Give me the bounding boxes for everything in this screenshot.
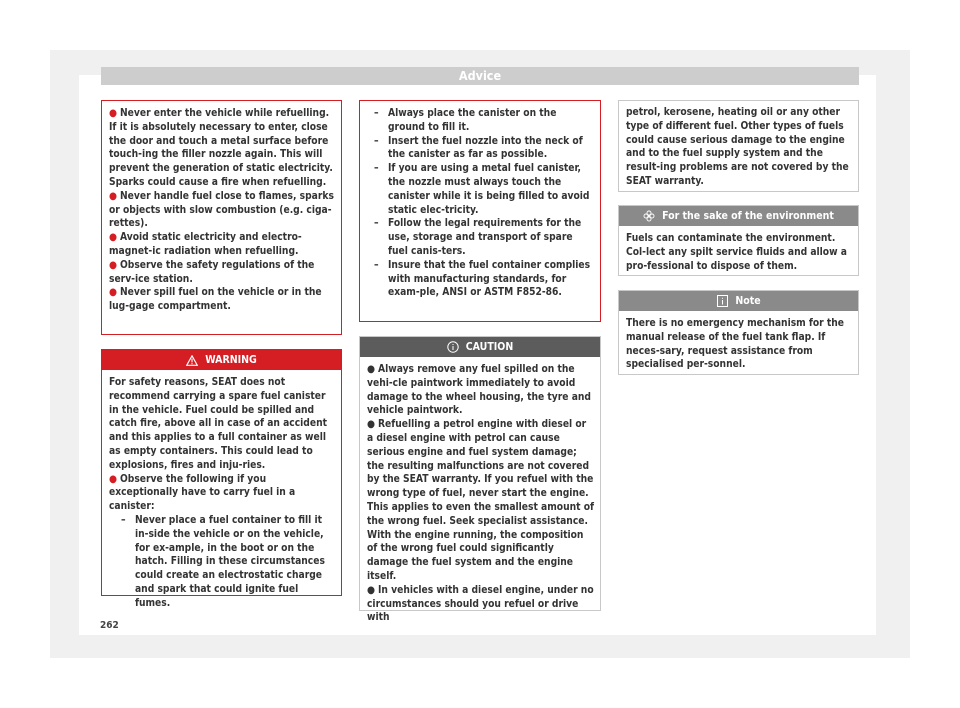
section-header: Advice [101, 67, 859, 85]
caution-continued-text: petrol, kerosene, heating oil or any other type of different fuel. Other types of fuels could cause serious damage to the engine and to the fuel supply system and the result-ing problems are not covered by the SEAT warranty. [626, 107, 849, 187]
canister-dash-list [367, 107, 594, 300]
caution-bullet-list [367, 363, 594, 625]
list-item: ● Never enter the vehicle while refuelling. If it is absolutely necessary to enter, close the door and touch a metal surface before touch-ing the filler nozzle again. This will prevent the generation of static electricity. Sparks could cause a fire when refuelling. [109, 108, 333, 188]
bullet-icon: ● [109, 190, 117, 202]
safety-bullet-list [109, 107, 335, 314]
warning-triangle-icon [186, 354, 198, 366]
note-header [619, 291, 858, 311]
bullet-icon: ● [109, 259, 117, 271]
flower-icon [643, 210, 655, 222]
bullet-icon: ● [109, 287, 117, 299]
note-box [618, 290, 859, 375]
list-item: ● Refuelling a petrol engine with diesel or a diesel engine with petrol can cause serious engine and fuel system damage; the resulting malfunctions are not covered by the SEAT warranty. If you refuel with the wrong type of fuel, never start the engine. This applies to even the smallest amount of the wrong fuel. Seek specialist assistance. With the engine running, the composition of the wrong fuel could significantly damage the fuel system and the engine itself. [367, 419, 594, 582]
warning-dash-list [109, 514, 335, 611]
page-number: 262 [100, 620, 119, 631]
bullet-icon: ● [109, 232, 117, 244]
bullet-icon: ● [109, 108, 117, 119]
note-title: Note [735, 295, 761, 307]
warning-header [102, 350, 341, 370]
info-circle-icon [447, 341, 459, 353]
warning-bullets [109, 473, 335, 514]
safety-list-box [101, 100, 342, 335]
list-item: ● Never spill fuel on the vehicle or in the lug-gage compartment. [109, 287, 322, 313]
list-item: – Insure that the fuel container complies with manufacturing standards, for exam-ple, ANSI or ASTM F852-86. [374, 259, 594, 300]
environment-header [619, 206, 858, 226]
bullet-icon: ● [367, 584, 375, 596]
list-item: ● Observe the safety regulations of the serv-ice station. [109, 259, 315, 285]
caution-title: CAUTION [465, 341, 514, 353]
list-item: ● In vehicles with a diesel engine, under no circumstances should you refuel or drive with [367, 584, 594, 624]
warning-box [101, 349, 342, 609]
list-item: – Follow the legal requirements for the use, storage and transport of spare fuel canis-ters. [374, 217, 594, 258]
bullet-icon: ● [367, 364, 375, 375]
caution-header [360, 337, 600, 357]
bullet-icon: ● [367, 419, 375, 431]
list-item: – Never place a fuel container to fill it in-side the vehicle or on the vehicle, for ex-ample, in the boot or on the hatch. Filling in these circumstances could create an electrostatic charge and spark that could ignite fuel fumes. [121, 514, 335, 611]
list-item: – Always place the canister on the ground to fill it. [374, 107, 594, 135]
list-item: – Insert the fuel nozzle into the neck of the canister as far as possible. [374, 135, 594, 163]
info-square-icon [716, 295, 728, 307]
list-item: ● Avoid static electricity and electro-magnet-ic radiation when refuelling. [109, 232, 302, 257]
environment-text: Fuels can contaminate the environment. Col-lect any spilt service fluids and allow a pro-fessional to dispose of them. [626, 233, 847, 272]
warning-title: WARNING [205, 354, 257, 366]
list-item: ● Never handle fuel close to flames, sparks or objects with slow combustion (e.g. ciga-rettes). [109, 190, 334, 230]
environment-box [618, 205, 859, 276]
caution-continued-box [618, 100, 859, 192]
list-item: – If you are using a metal fuel canister, the nozzle must always touch the canister while it is being filled to avoid static elec-tricity. [374, 162, 594, 217]
caution-box [359, 336, 601, 624]
note-text: There is no emergency mechanism for the manual release of the fuel tank flap. If neces-sary, request assistance from specialised per-sonnel. [626, 318, 845, 371]
warning-intro: For safety reasons, SEAT does not recommend carrying a spare fuel canister in the vehicle. Fuel could be spilled and catch fire, above all in case of an accident and this applies to a full container as well as empty containers. This could lead to explosions, fires and inju-ries. [109, 377, 327, 471]
list-item: ● Always remove any fuel spilled on the vehi-cle paintwork immediately to avoid damage to the wheel housing, the tyre and vehicle paintwork. [367, 364, 591, 417]
bullet-icon: ● [109, 473, 117, 485]
canister-list-box [359, 100, 601, 322]
list-item: ● Observe the following if you exceptionally have to carry fuel in a canister: [109, 473, 296, 513]
environment-title: For the sake of the environment [662, 210, 834, 222]
